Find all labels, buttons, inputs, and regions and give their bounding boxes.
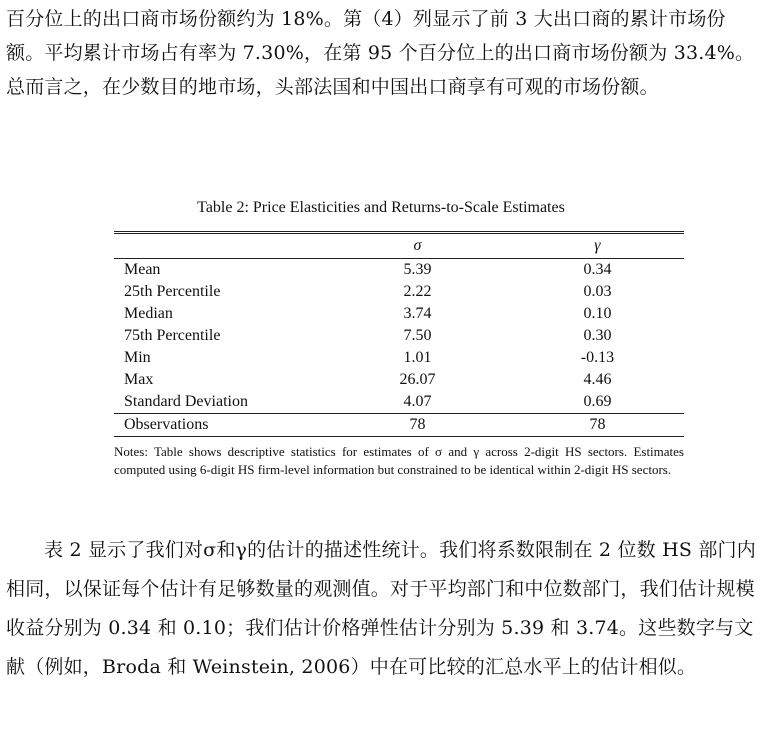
row-label: Standard Deviation: [124, 393, 248, 410]
gamma-value: 0.10: [583, 305, 612, 322]
observations-row: [114, 414, 684, 437]
sigma-value: 26.07: [399, 371, 436, 388]
table-row: [114, 303, 684, 325]
sigma-value: 5.39: [403, 261, 432, 278]
sigma-value: 1.01: [403, 349, 432, 366]
sigma-value: 7.50: [403, 327, 432, 344]
gamma-value: 0.34: [583, 261, 612, 278]
sigma-value: 2.22: [403, 283, 432, 300]
intro-paragraph: 百分位上的出口商市场份额约为 18%。第（4）列显示了前 3 大出口商的累计市场份额。平均累计市场占有率为 7.30%，在第 95 个百分位上的出口商市场份额为 33.4%。总而言之，在少数目的地市场，头部法国和中国出口商享有可观的市场份额。: [6, 8, 755, 98]
discussion-paragraph: 表 2 显示了我们对σ和γ的估计的描述性统计。我们将系数限制在 2 位数 HS 部门内相同，以保证每个估计有足够数量的观测值。对于平均部门和中位数部门，我们估计规模收益分别为 0.34 和 0.10；我们估计价格弹性估计分别为 5.39 和 3.74。这些数字与文献（例如，Broda 和 Weinstein, 2006）中在可比较的汇总水平上的估计相似。: [6, 539, 756, 678]
table-row: [114, 281, 684, 303]
sigma-value: 78: [324, 414, 511, 437]
sigma-value: 3.74: [403, 305, 432, 322]
table-header-row: [114, 233, 684, 259]
table-row: [114, 369, 684, 391]
table-row: [114, 391, 684, 414]
gamma-value: 4.46: [583, 371, 612, 388]
table-caption: Table 2: Price Elasticities and Returns-to-Scale Estimates: [197, 199, 565, 216]
gamma-value: 0.03: [583, 283, 612, 300]
elasticities-table: [114, 231, 684, 437]
header-label-cell: [114, 233, 324, 259]
table-row: [114, 259, 684, 282]
row-label: 25th Percentile: [124, 283, 221, 300]
table-row: [114, 347, 684, 369]
gamma-value: 0.69: [583, 393, 612, 410]
gamma-value: 78: [511, 414, 684, 437]
row-label: 75th Percentile: [124, 327, 221, 344]
row-label: Min: [124, 349, 151, 366]
row-label: Observations: [114, 414, 324, 437]
row-label: Max: [124, 371, 154, 388]
sigma-value: 4.07: [403, 393, 432, 410]
gamma-value: 0.30: [583, 327, 612, 344]
header-sigma: σ: [324, 233, 511, 259]
table-row: [114, 325, 684, 347]
row-label: Median: [124, 305, 173, 322]
row-label: Mean: [124, 261, 161, 278]
table-notes: Notes: Table shows descriptive statistics for estimates of σ and γ across 2-digit HS sectors. Estimates computed using 6-digit HS firm-level information but constrained to be identical within 2-digit HS sectors.: [114, 444, 684, 477]
header-gamma: γ: [511, 233, 684, 259]
gamma-value: -0.13: [580, 349, 615, 366]
